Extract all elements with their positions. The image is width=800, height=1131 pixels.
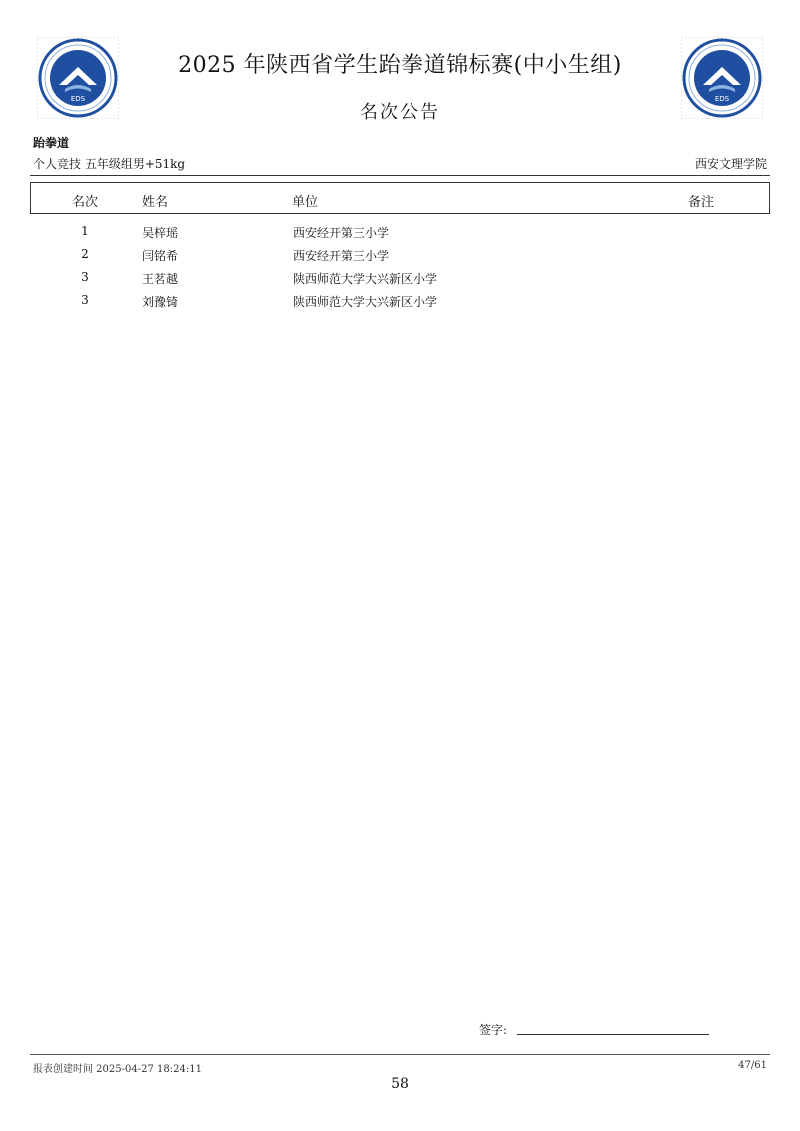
unit-cell: 西安经开第三小学 (293, 226, 390, 240)
signature-line (517, 1034, 709, 1035)
table-row (0, 293, 800, 316)
rank-cell: 3 (81, 270, 89, 284)
header-unit: 单位 (292, 195, 319, 210)
venue-label: 西安文理学院 (694, 157, 767, 171)
svg-text:EDS: EDS (70, 95, 86, 103)
rank-cell: 3 (81, 293, 89, 307)
page-count: 47/61 (738, 1060, 767, 1071)
unit-cell: 陕西师范大学大兴新区小学 (293, 272, 438, 286)
name-cell: 吴梓瑶 (142, 226, 179, 240)
signature-label: 签字: (479, 1023, 508, 1037)
top-divider (30, 175, 770, 176)
unit-cell: 陕西师范大学大兴新区小学 (293, 295, 438, 309)
sport-label: 跆拳道 (33, 136, 70, 150)
unit-cell: 西安经开第三小学 (293, 249, 390, 263)
table-header (30, 182, 770, 214)
rank-cell: 1 (81, 224, 89, 238)
header-name: 姓名 (142, 195, 169, 210)
bottom-divider (30, 1054, 770, 1055)
results-table (0, 224, 800, 316)
svg-text:EDS: EDS (714, 95, 730, 103)
header-rank: 名次 (72, 195, 99, 210)
rank-cell: 2 (81, 247, 89, 261)
document-subtitle: 名次公告 (360, 102, 440, 123)
document-title: 2025 年陕西省学生跆拳道锦标赛(中小生组) (178, 53, 622, 78)
table-row (0, 270, 800, 293)
name-cell: 闫铭希 (142, 249, 179, 263)
report-created-time: 报表创建时间 2025-04-27 18:24:11 (33, 1064, 202, 1075)
header-note: 备注 (688, 195, 715, 210)
table-row (0, 224, 800, 247)
table-row (0, 247, 800, 270)
event-label: 个人竞技 五年级组男+51kg (33, 157, 186, 171)
name-cell: 刘豫锜 (142, 295, 179, 309)
name-cell: 王茗越 (142, 272, 179, 286)
page-number: 58 (391, 1076, 409, 1092)
